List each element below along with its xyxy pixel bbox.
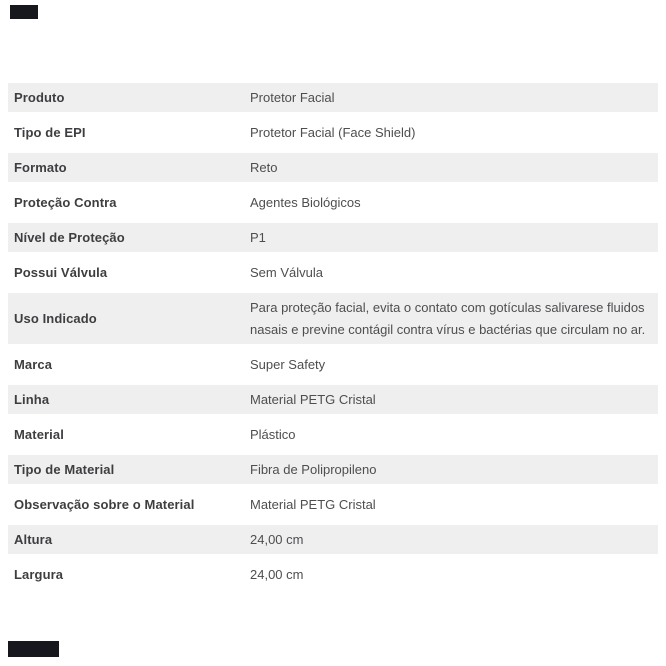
table-row [8, 188, 658, 217]
spec-label: Largura [14, 567, 64, 582]
spec-label: Nível de Proteção [8, 223, 249, 252]
spec-label: Uso Indicado [8, 293, 249, 344]
spec-value: Fibra de Polipropileno [249, 455, 658, 484]
spec-value: Material PETG Cristal [250, 497, 376, 512]
spec-label: Possui Válvula [14, 265, 108, 280]
table-row [8, 83, 658, 112]
table-row [8, 153, 658, 182]
table-row [8, 223, 658, 252]
bottom-left-logo-block [8, 641, 59, 657]
spec-label: Observação sobre o Material [14, 497, 195, 512]
table-row [8, 118, 658, 147]
spec-value: Para proteção facial, evita o contato com gotículas salivarese fluidos nasais e previne contágil contra vírus e bactérias que circulam no ar. [249, 293, 658, 344]
spec-label: Tipo de EPI [14, 125, 86, 140]
spec-label: Formato [8, 153, 249, 182]
spec-label: Tipo de Material [8, 455, 249, 484]
table-row [8, 490, 658, 519]
spec-value: Protetor Facial (Face Shield) [250, 125, 416, 140]
table-row [8, 293, 658, 344]
table-row [8, 420, 658, 449]
table-row [8, 350, 658, 379]
spec-value: Reto [249, 153, 658, 182]
spec-label: Marca [14, 357, 53, 372]
table-row [8, 258, 658, 287]
spec-value: Super Safety [250, 357, 326, 372]
product-spec-table-body [8, 83, 658, 589]
spec-value: 24,00 cm [250, 567, 304, 582]
spec-label: Linha [8, 385, 249, 414]
spec-label: Material [14, 427, 64, 442]
spec-value: P1 [249, 223, 658, 252]
spec-value: Protetor Facial [249, 83, 658, 112]
spec-value: Agentes Biológicos [250, 195, 361, 210]
table-row [8, 385, 658, 414]
spec-value: Plástico [250, 427, 296, 442]
table-row [8, 525, 658, 554]
top-left-logo-block [10, 5, 38, 19]
spec-label: Proteção Contra [14, 195, 117, 210]
spec-label: Altura [8, 525, 249, 554]
spec-value: 24,00 cm [249, 525, 658, 554]
product-spec-table [8, 77, 658, 595]
table-row [8, 560, 658, 589]
table-row [8, 455, 658, 484]
spec-label: Produto [8, 83, 249, 112]
spec-value: Material PETG Cristal [249, 385, 658, 414]
spec-value: Sem Válvula [250, 265, 323, 280]
